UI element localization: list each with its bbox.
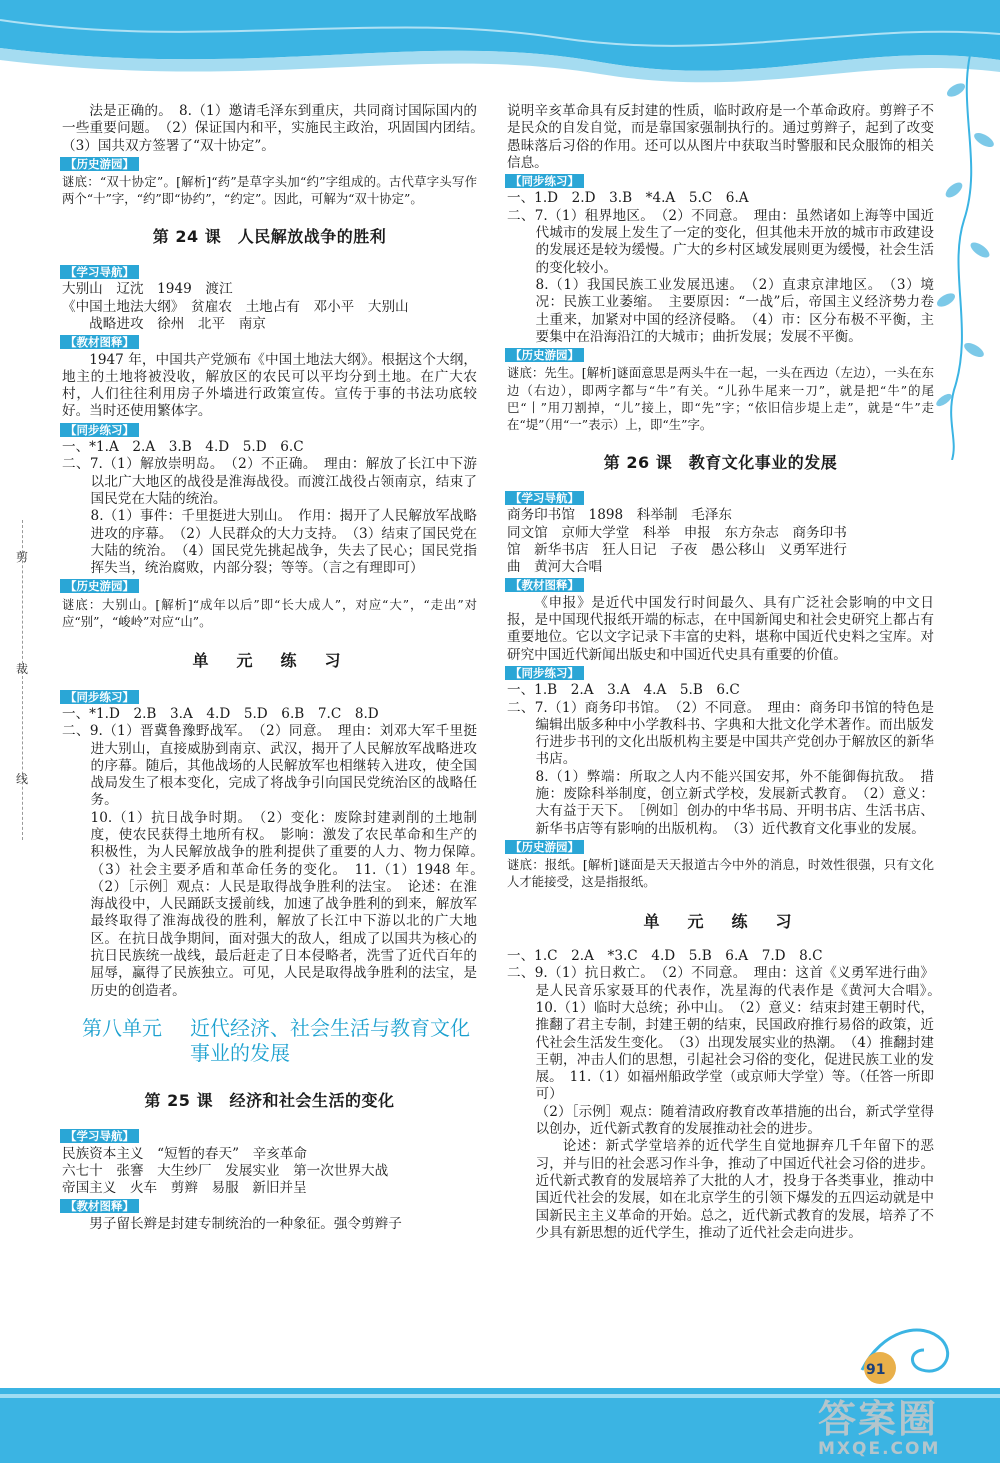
l24-guide-1: 大别山 辽沈 1949 渡江 [62,281,233,298]
l25-guide-3: 帝国主义 火车 剪辫 易服 新旧并呈 [62,1180,307,1197]
left-column [62,103,491,1233]
u2-p4: 论述：新式学堂培养的近代学生自觉地摒弃几千年留下的恶习，并与旧的社会恶习作斗争，推动了中国近代社会习俗的进步。近代新式教育的发展培养了大批的人才，投身于各类事业，推动中国近代社会的发展，如在北京学生的引领下爆发的五四运动就是中国新民主主义革命的开始。总之，近代新式教育的发展，培养了不少具有新思想的近代学生，推动了近代社会走向进步。 [535,1138,934,1241]
practice-tag: 【同步练习】 [60,423,139,437]
l25-p2: 二、7.（1）租界地区。 （2）不同意。 理由：虽然诸如上海等中国近代城市的发展上发生了一定的变化，但其他未开放的城市市政建设的发展还是较为缓慢。广大的乡村区域发展则更为缓慢，社会生活的变化较小。 [507,207,934,276]
page-swirl [852,1310,962,1390]
top-wave-band [0,0,1000,100]
l26-p3: 8.（1）弊端：所取之人内不能兴国安邦，外不能御侮抗敌。 措施：废除科举制度，创立新式学校，发展新式教育。 （2）意义：大有益于天下。 ［例如］创办的中华书局、开明书店、生活书店、新华书店等有影响的出版机构。 （3）近代教育文化事业的发展。 [535,768,934,837]
l25-p3: 8.（1）我国民族工业发展迅速。 （2）直隶京津地区。 （3）境况：民族工业萎缩。 主要原因：“一战”后，帝国主义经济势力卷土重来，加紧对中国的经济侵略。 （4）市：区分布极不平衡，主要集中在沿海沿江的大城市；曲折发展；发展不平衡。 [535,276,934,345]
riddle-1: 谜底：“双十协定”。[解析]“药”是草字头加“约”字组成的。古代草字头写作两个“十”字，“约”即“协约”，“约定”。因此，可解为“双十协定”。 [62,174,477,207]
guide-tag-3: 【学习导航】 [505,491,584,505]
u2-p1: 一、1.C 2.A *3.C 4.D 5.B 6.A 7.D 8.C [507,948,823,965]
riddle-2: 谜底：大别山。[解析]“成年以后”即“长大成人”，对应“大”，“走出”对应“别”，“峻岭”对应“山”。 [62,596,477,630]
u1-p3: 10.（1）抗日战争时期。 （2）变化：废除封建剥削的土地制度，使农民获得土地所有权。 影响：激发了农民革命和生产的积极性，为人民解放战争的胜利提供了重要的人力、物力保障。 （3）社会主要矛盾和革命任务的变化。 11.（1）1948 年。 （2）［示例］观点：人民是取得战争胜利的法宝。 论述：在淮海战役中，人民踊跃支援前线，加速了战争胜利的到来，解放军最终取得了淮海战役的胜利，解放了长江中下游以北的广大地区。在抗日战争期间，面对强大的敌人，组成了以国共为核心的抗日民族统一战线，最后赶走了日本侵略者，洗雪了近代百年的屈辱，赢得了民族独立。可见，人民是取得战争胜利的法宝，是历史的创造者。 [90,809,491,999]
l25-guide-2: 六七十 张謇 大生纱厂 发展实业 第一次世界大战 [62,1162,389,1179]
history-tag: 【历史游园】 [60,157,139,171]
unit-exercise-2-title: 单 元 练 习 [643,911,798,931]
vine-decoration [934,40,1000,460]
lesson-25-title: 第 25 课 经济和社会生活的变化 [144,1090,395,1110]
unit-exercise-1-title: 单 元 练 习 [192,651,347,671]
watermark [818,1388,940,1459]
l25-text: 男子留长辫是封建专制统治的一种象征。强令剪辫子 [89,1215,402,1232]
textbook-tag: 【教材图释】 [60,335,139,349]
l24-p1: 一、*1.A 2.A 3.B 4.D 5.D 6.C [62,439,304,456]
watermark-url: MXQE.COM [818,1439,941,1459]
l24-text: 1947 年，中国共产党颁布《中国土地法大纲》。根据这个大纲，地主的土地将被没收，解放区的农民可以平均分到土地。在广大农村，人们往往利用房子外墙进行政策宣传。宣传于事的书法功底较好。当时还使用繁体字。 [62,351,477,420]
l26-guide-4: 曲 黄河大合唱 [507,559,603,576]
watermark-text: 答案圈 [818,1397,939,1441]
textbook-tag-2: 【教材图释】 [60,1199,139,1213]
l26-guide-3: 馆 新华书店 狂人日记 子夜 愚公移山 义勇军进行 [507,541,847,558]
practice-tag-2: 【同步练习】 [60,690,139,704]
unit-8-heading [82,1016,477,1066]
l25-p1: 一、1.D 2.D 3.B *4.A 5.C 6.A [507,190,749,207]
history-tag-3: 【历史游园】 [505,348,584,362]
textbook-tag-3: 【教材图释】 [505,578,584,592]
lesson-24-title: 第 24 课 人民解放战争的胜利 [152,226,387,246]
unit-8-title: 近代经济、社会生活与教育文化事业的发展 [190,1015,470,1065]
history-tag-4: 【历史游园】 [505,840,584,854]
history-tag-2: 【历史游园】 [60,579,139,593]
riddle-4: 谜底：报纸。[解析]谜面是天天报道古今中外的消息，时效性很强，只有文化人才能接受，这是指报纸。 [507,857,934,890]
practice-tag-3: 【同步练习】 [505,174,584,188]
u2-p2: 二、9.（1）抗日救亡。 （2）不同意。 理由：这首《义勇军进行曲》是人民音乐家聂耳的代表作，冼星海的代表作是《黄河大合唱》。 10.（1）临时大总统；孙中山。 （2）意义：结束封建王朝时代，推翻了君主专制，封建王朝的结束，民国政府推行易俗的政策，近代社会生活发生变化。 （3）出现发展实业的热潮。 （4）推翻封建王朝，冲击人们的思想，引起社会习俗的变化，促进民族工业的发展。 11.（1）如福州船政学堂（或京师大学堂）等。（任答一所即可） [507,965,948,1103]
l26-p1: 一、1.B 2.A 3.A 4.A 5.B 6.C [507,682,740,699]
l25-text-cont: 说明辛亥革命具有反封建的性质，临时政府是一个革命政府。剪辫子不是民众的自发自觉，而是靠国家强制执行的。通过剪辫子，起到了改变愚昧落后习俗的作用。还可以从图片中获取当时警服和民众服饰的相关信息。 [507,103,934,171]
unit-8-number: 第八单元 [82,1015,162,1040]
l25-guide-1: 民族资本主义 “短暂的春天” 辛亥革命 [62,1145,307,1162]
lesson-26-title: 第 26 课 教育文化事业的发展 [603,452,838,472]
u1-p1: 一、*1.D 2.B 3.A 4.D 5.D 6.B 7.C 8.D [62,705,379,722]
practice-tag-4: 【同步练习】 [505,666,584,680]
side-label-3: 线 [16,772,29,786]
l24-guide-2: 《中国土地法大纲》 贫雇农 土地占有 邓小平 大别山 [62,298,409,315]
guide-tag: 【学习导航】 [60,265,139,279]
side-label-1: 剪 [16,550,29,564]
right-column [507,103,948,1242]
side-label-2: 裁 [16,662,29,676]
cut-line [22,520,23,840]
intro-answer: 法是正确的。 8.（1）邀请毛泽东到重庆，共同商讨国际国内的一些重要问题。 （2）保证国内和平，实施民主政治，巩固国内团结。 （3）国共双方签署了“双十协定”。 [62,103,491,154]
l26-p2: 二、7.（1）商务印书馆。 （2）不同意。 理由：商务印书馆的特色是编辑出版多种中小学教科书、字典和大批文化学术著作。而出版发行进步书刊的文化出版机构主要是中国共产党创办于解放区的新华书店。 [507,699,934,768]
u1-p2: 二、9.（1）晋冀鲁豫野战军。 （2）同意。 理由：刘邓大军千里挺进大别山，直接威胁到南京、武汉，揭开了人民解放军战略进攻的序幕。随后，其他战场的人民解放军也相继转入进攻，使全国战局发生了根本变化，完成了将战争引向国民党统治区的战略任务。 [62,723,477,809]
l26-guide-2: 同文馆 京师大学堂 科举 申报 东方杂志 商务印书 [507,524,847,541]
page-number: 91 [866,1362,886,1378]
l24-p3: 8.（1）事件：千里挺进大别山。 作用：揭开了人民解放军战略进攻的序幕。 （2）人民群众的大力支持。 （3）结束了国民党在大陆的统治。 （4）国民党先挑起战争，失去了民心；国民党指挥失当，统治腐败，内部分裂；等等。（言之有理即可） [90,508,477,577]
u2-p3: （2）［示例］观点：随着清政府教育改革措施的出台，新式学堂得以创办，近代新式教育的发展推动社会的进步。 [535,1103,934,1138]
riddle-3: 谜底：先生。[解析]谜面意思是两头牛在一起，一头在西边（左边），一头在东边（右边），即两字都与“牛”有关。“儿孙牛尾来一刀”，就是把“牛”的尾巴“丨”用刀割掉，“儿”接上，即“先”字；“依旧信步堤上走”，就是“牛”走在“堤”（用“一”表示）上，即“生”字。 [507,365,934,433]
l24-guide-3: 战略进攻 徐州 北平 南京 [62,315,266,332]
l26-guide-1: 商务印书馆 1898 科举制 毛泽东 [507,507,732,524]
l24-p2: 二、7.（1）解放崇明岛。 （2）不正确。 理由：解放了长江中下游以北广大地区的战役是淮海战役。而渡江战役占领南京，结束了国民党在大陆的统治。 [62,456,477,507]
guide-tag-2: 【学习导航】 [60,1129,139,1143]
l26-text: 《申报》是近代中国发行时间最久、具有广泛社会影响的中文日报，是中国现代报纸开端的标志，在中国新闻史和社会史研究上都占有重要地位。它以文字记录下丰富的史料，堪称中国近代史料之宝库。对研究中国近代新闻出版史和中国近代史具有重要的价值。 [507,594,934,663]
